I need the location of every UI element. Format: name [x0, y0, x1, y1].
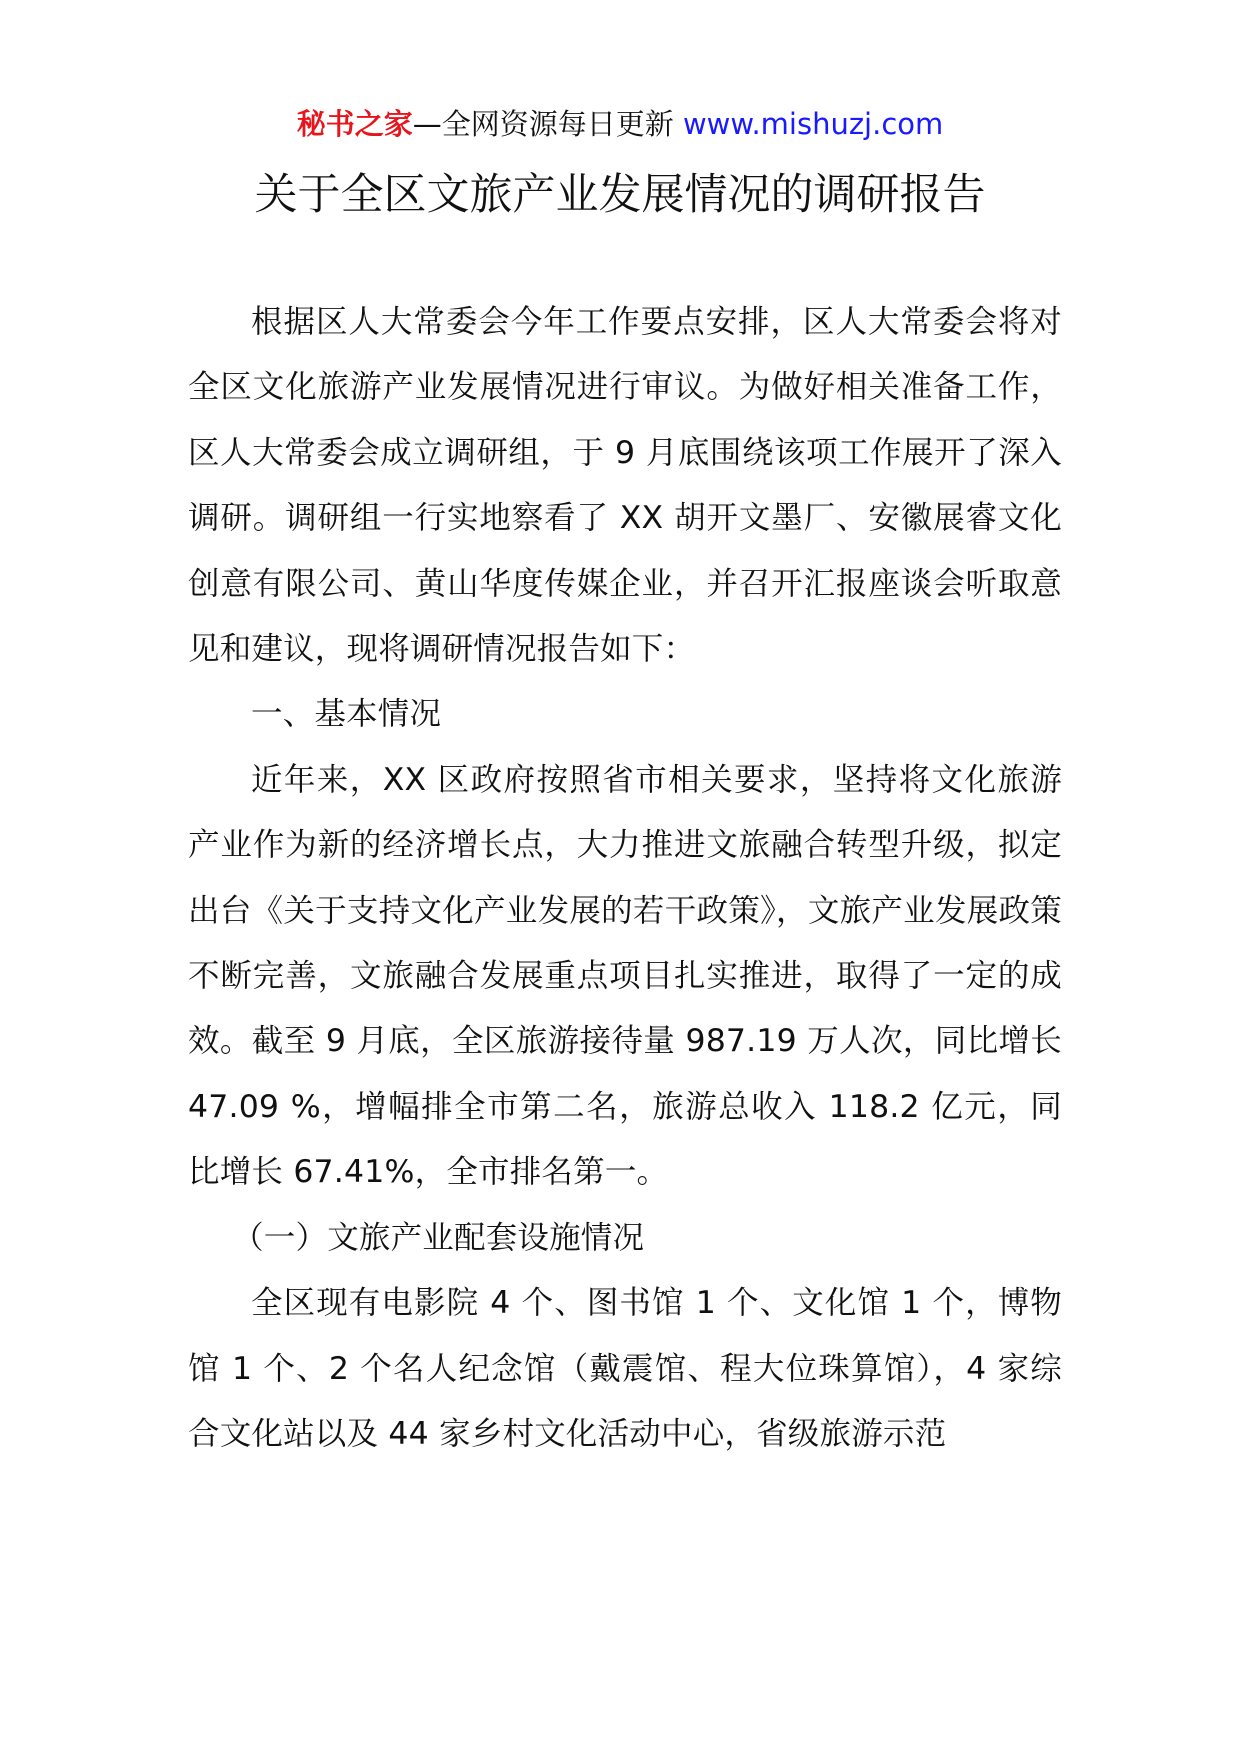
site-url-link[interactable]: www.mishuzj.com	[682, 107, 944, 141]
section-heading-basic-situation: 一、基本情况	[251, 696, 442, 733]
intro-paragraph: 根据区人大常委会今年工作要点安排，区人大常委会将对全区文化旅游产业发展情况进行审议。为做好相关准备工作，区人大常委会成立调研组，于 9 月底围绕该项工作展开了深入调研。调研组一行实地察看了 XX 胡开文墨厂、安徽展睿文化创意有限公司、黄山华度传媒企业，并召开汇报座谈会听取意见和建议，现将调研情况报告如下：	[188, 304, 1062, 668]
site-header	[0, 104, 1240, 144]
basic-situation-paragraph: 近年来，XX 区政府按照省市相关要求，坚持将文化旅游产业作为新的经济增长点，大力推进文旅融合转型升级，拟定出台《关于支持文化产业发展的若干政策》，文旅产业发展政策不断完善，文旅融合发展重点项目扎实推进，取得了一定的成效。截至 9 月底，全区旅游接待量 987.19 万人次，同比增长 47.09 %，增幅排全市第二名，旅游总收入 118.2 亿元，同比增长 67.41%，全市排名第一。	[188, 761, 1062, 1191]
facilities-paragraph: 全区现有电影院 4 个、图书馆 1 个、文化馆 1 个，博物馆 1 个、2 个名人纪念馆（戴震馆、程大位珠算馆），4 家综合文化站以及 44 家乡村文化活动中心，省级旅游示范	[188, 1285, 1062, 1452]
subsection-heading-facilities: （一）文旅产业配套设施情况	[232, 1219, 645, 1256]
document-title: 关于全区文旅产业发展情况的调研报告	[254, 170, 986, 220]
brand-name: 秘书之家	[296, 107, 413, 141]
site-slogan: —全网资源每日更新	[412, 107, 674, 141]
document-body	[188, 290, 1062, 1467]
